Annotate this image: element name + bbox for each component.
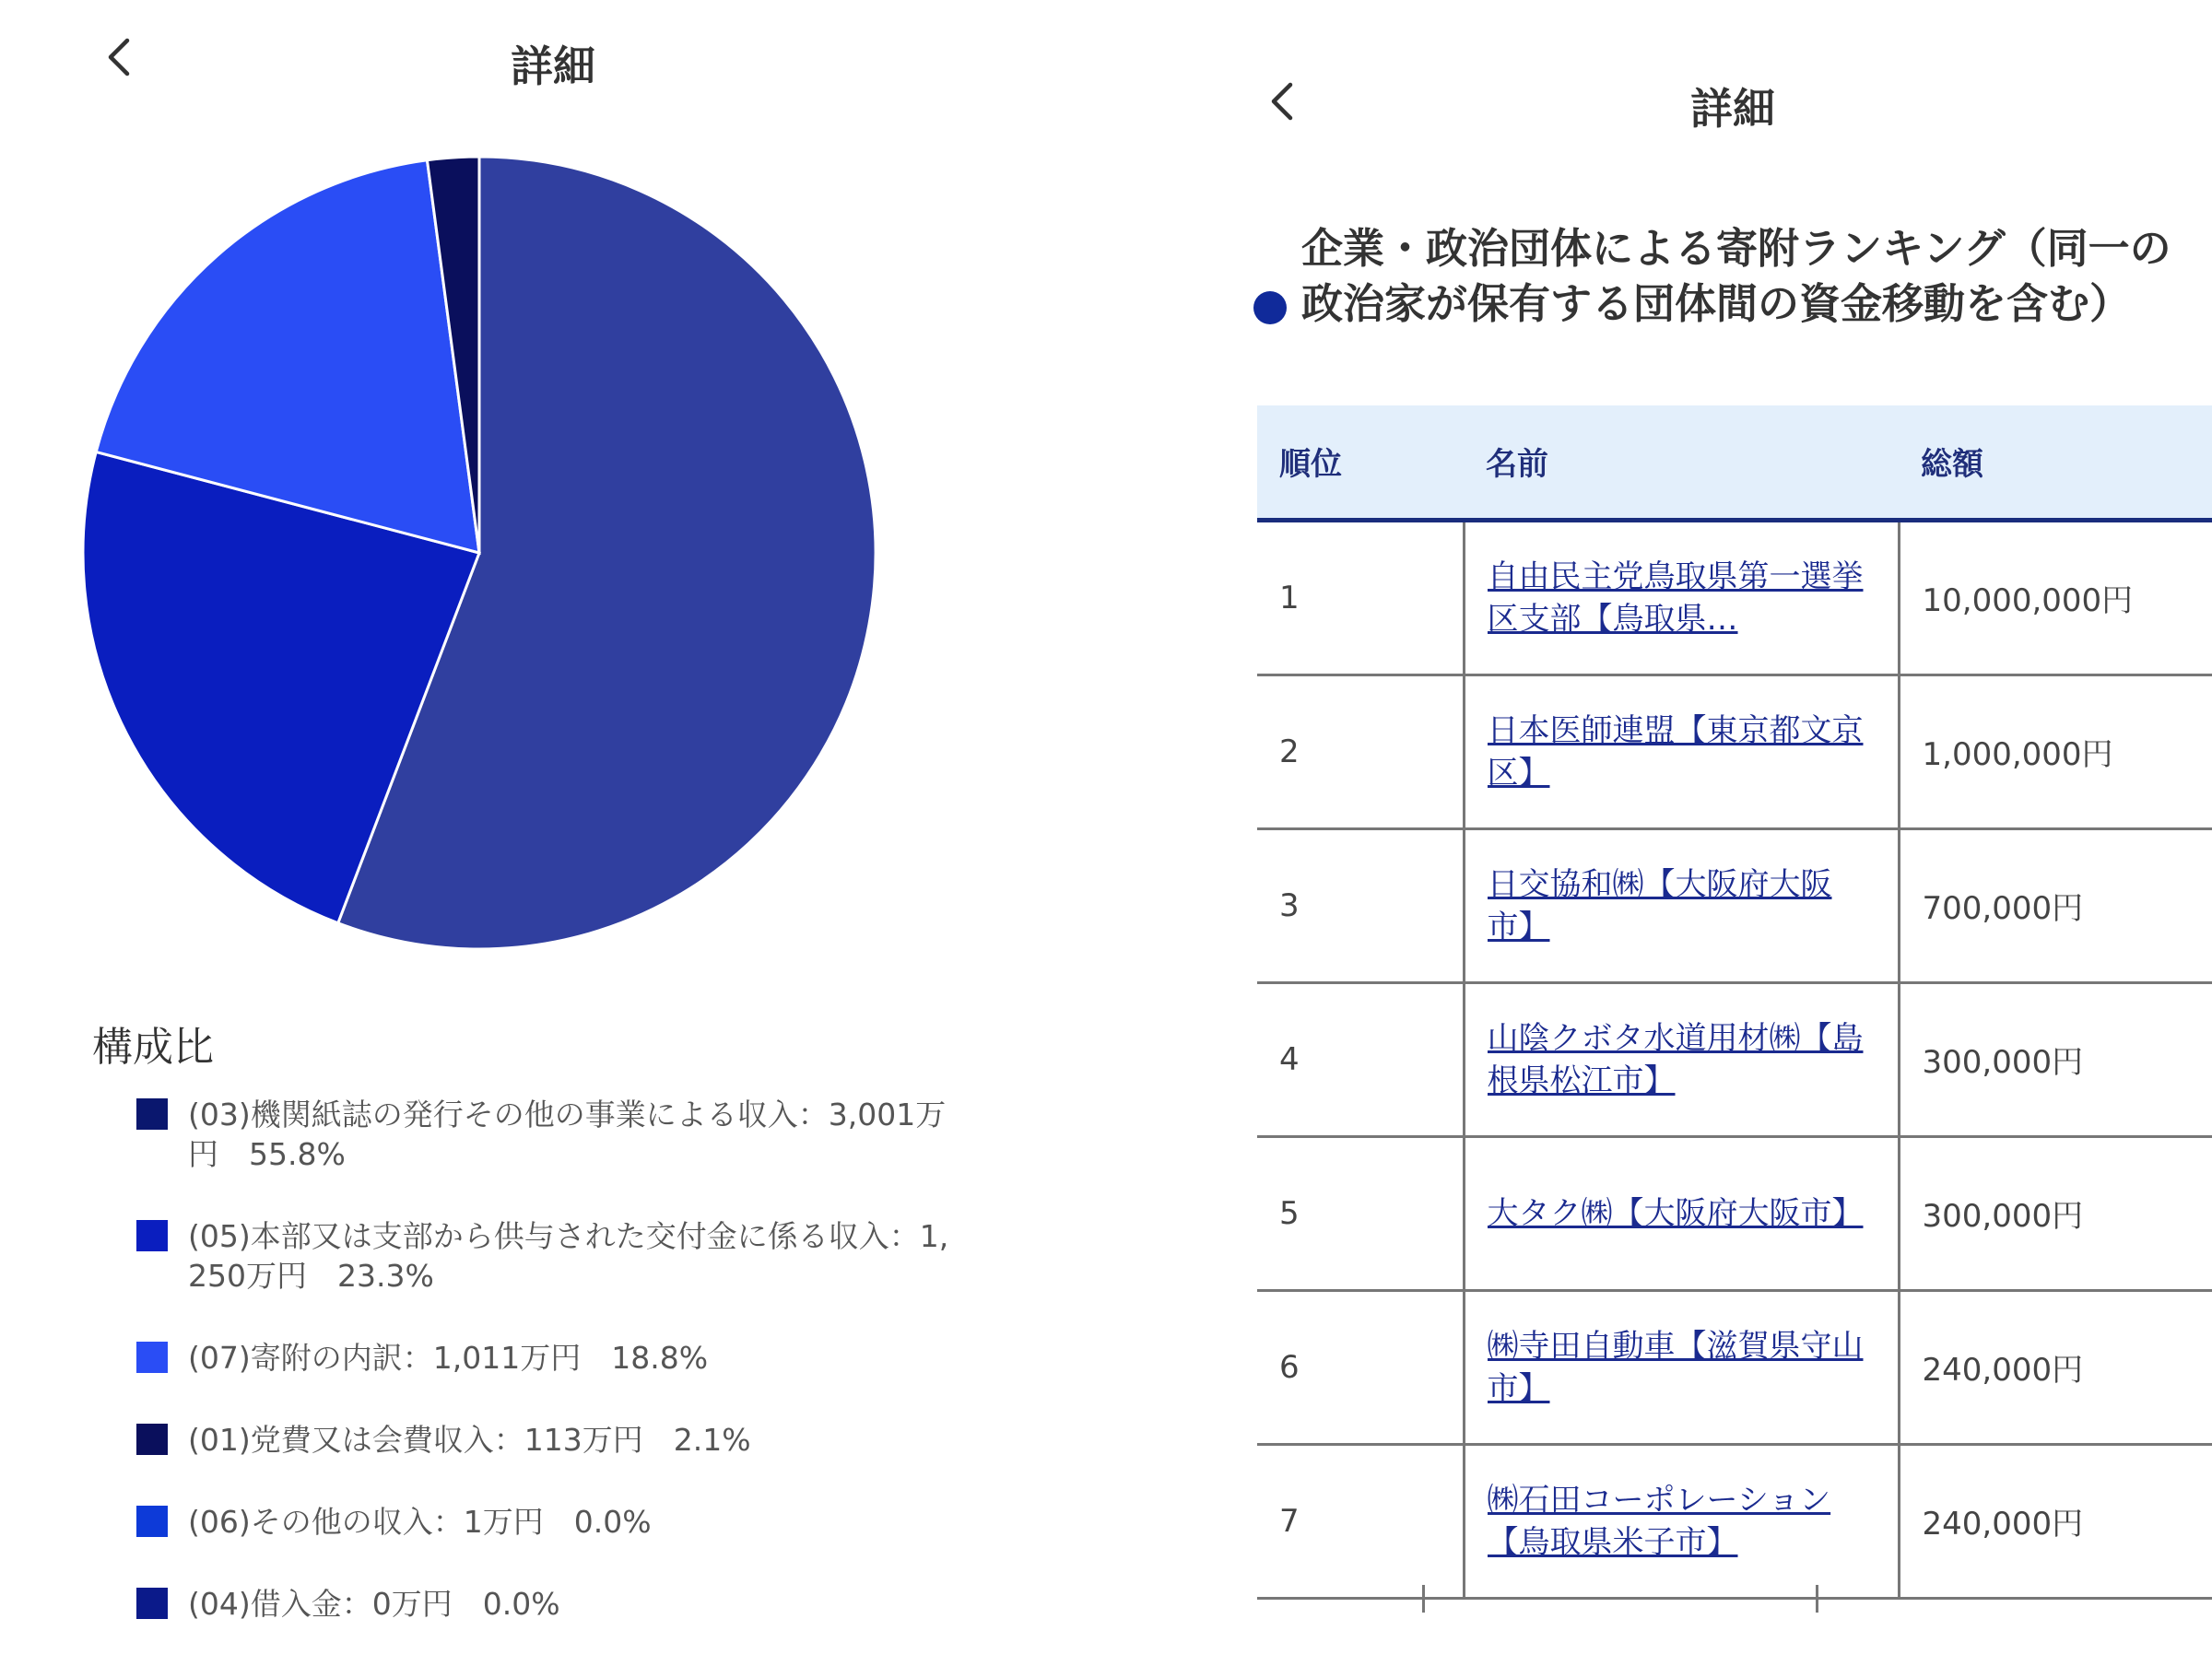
rank-cell: 4 bbox=[1257, 982, 1464, 1136]
chevron-left-icon bbox=[1255, 74, 1311, 129]
legend-swatch bbox=[136, 1098, 168, 1130]
amount-cell: 300,000円 bbox=[1899, 982, 2212, 1136]
legend-label: (03)機関紙誌の発行その他の事業による収入：3,001万円 55.8% bbox=[188, 1097, 947, 1172]
table-divider bbox=[1422, 1585, 1425, 1613]
legend-label: (05)本部又は支部から供与された交付金に係る収入：1,250万円 23.3% bbox=[188, 1218, 949, 1294]
amount-cell: 700,000円 bbox=[1899, 828, 2212, 982]
name-cell bbox=[1464, 1290, 1899, 1444]
legend-swatch bbox=[136, 1342, 168, 1373]
section-title: 企業・政治団体による寄附ランキング（同一の政治家が保有する団体間の資金移動を含む） bbox=[1301, 224, 2171, 328]
bullet-icon bbox=[1253, 291, 1287, 324]
rank-cell: 5 bbox=[1257, 1136, 1464, 1290]
amount-cell: 240,000円 bbox=[1899, 1444, 2212, 1598]
pie-chart bbox=[74, 147, 885, 958]
back-button[interactable] bbox=[1255, 74, 1311, 129]
rank-cell: 1 bbox=[1257, 520, 1464, 675]
legend-label: (07)寄附の内訳：1,011万円 18.8% bbox=[188, 1340, 709, 1376]
legend-item bbox=[136, 1338, 966, 1378]
name-cell bbox=[1464, 1444, 1899, 1598]
table-row bbox=[1257, 1290, 2212, 1444]
name-cell bbox=[1464, 828, 1899, 982]
page-title: 詳細 bbox=[511, 41, 595, 91]
table-divider bbox=[1816, 1585, 1818, 1613]
rank-cell: 3 bbox=[1257, 828, 1464, 982]
composition-title: 構成比 bbox=[92, 1024, 214, 1071]
donor-link[interactable]: 山陰クボタ水道用材㈱【島根県松江市】 bbox=[1487, 1019, 1864, 1099]
amount-cell: 1,000,000円 bbox=[1899, 675, 2212, 828]
table-row bbox=[1257, 1136, 2212, 1290]
table-row bbox=[1257, 828, 2212, 982]
amount-cell: 10,000,000円 bbox=[1899, 520, 2212, 675]
donor-link[interactable]: 大タク㈱【大阪府大阪市】 bbox=[1487, 1194, 1864, 1232]
donor-link[interactable]: 日交協和㈱【大阪府大阪市】 bbox=[1487, 865, 1832, 945]
column-header-name: 名前 bbox=[1486, 446, 1548, 484]
donor-link[interactable]: ㈱寺田自動車【滋賀県守山市】 bbox=[1487, 1327, 1864, 1407]
table-row bbox=[1257, 982, 2212, 1136]
table-row bbox=[1257, 520, 2212, 675]
legend-label: (01)党費又は会費収入：113万円 2.1% bbox=[188, 1422, 751, 1458]
legend-swatch bbox=[136, 1506, 168, 1537]
legend-swatch bbox=[136, 1220, 168, 1251]
legend-item bbox=[136, 1216, 966, 1296]
legend-item bbox=[136, 1420, 966, 1460]
legend-item bbox=[136, 1095, 966, 1174]
rank-cell: 6 bbox=[1257, 1290, 1464, 1444]
donor-link[interactable]: ㈱石田コーポレーション【鳥取県米子市】 bbox=[1487, 1481, 1831, 1561]
amount-cell: 240,000円 bbox=[1899, 1290, 2212, 1444]
pie-chart-svg bbox=[74, 147, 885, 958]
rank-cell: 2 bbox=[1257, 675, 1464, 828]
chevron-left-icon bbox=[92, 29, 147, 85]
legend-swatch bbox=[136, 1424, 168, 1455]
donation-ranking-table bbox=[1257, 405, 2212, 1600]
back-button[interactable] bbox=[92, 29, 147, 85]
donor-link[interactable]: 日本医師連盟【東京都文京区】 bbox=[1487, 711, 1864, 792]
table-header-row bbox=[1257, 405, 2212, 520]
page-title: 詳細 bbox=[1690, 84, 1775, 134]
table-row bbox=[1257, 675, 2212, 828]
legend-item bbox=[136, 1502, 966, 1542]
name-cell bbox=[1464, 1136, 1899, 1290]
legend-label: (04)借入金：0万円 0.0% bbox=[188, 1586, 560, 1622]
chart-legend bbox=[136, 1095, 966, 1666]
name-cell bbox=[1464, 982, 1899, 1136]
column-header-rank: 順位 bbox=[1279, 446, 1342, 484]
legend-item bbox=[136, 1584, 966, 1624]
legend-swatch bbox=[136, 1588, 168, 1619]
column-header-amount: 総額 bbox=[1921, 446, 1983, 484]
amount-cell: 300,000円 bbox=[1899, 1136, 2212, 1290]
table-row bbox=[1257, 1444, 2212, 1598]
legend-label: (06)その他の収入：1万円 0.0% bbox=[188, 1504, 652, 1540]
rank-cell: 7 bbox=[1257, 1444, 1464, 1598]
name-cell bbox=[1464, 520, 1899, 675]
name-cell bbox=[1464, 675, 1899, 828]
donor-link[interactable]: 自由民主党鳥取県第一選挙区支部【鳥取県… bbox=[1487, 557, 1864, 638]
